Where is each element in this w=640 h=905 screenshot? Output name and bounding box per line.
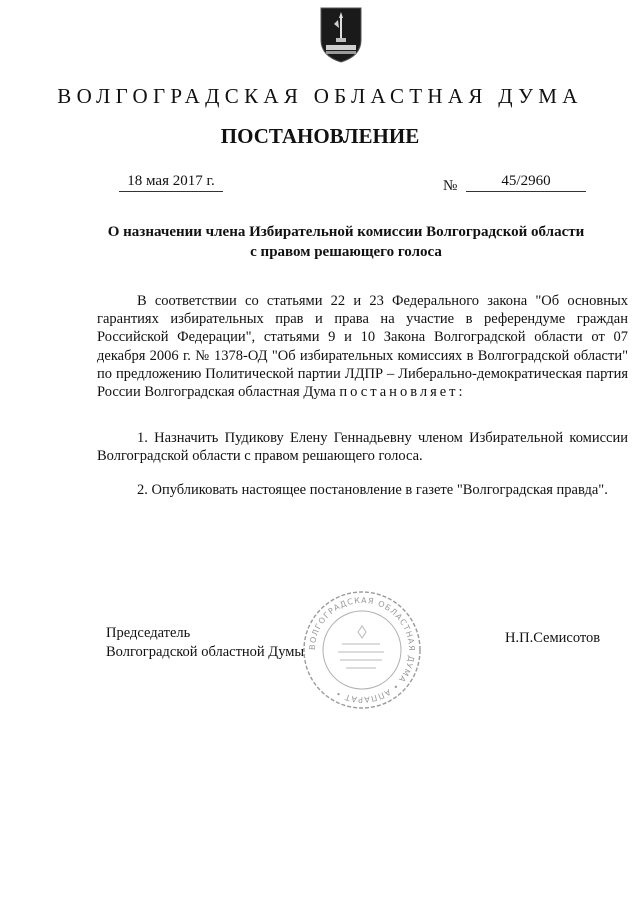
signatory-name: Н.П.Семисотов <box>505 630 601 646</box>
document-title: ПОСТАНОВЛЕНИЕ <box>220 124 420 148</box>
organization-name: ВОЛГОГРАДСКАЯ ОБЛАСТНАЯ ДУМА <box>57 84 583 108</box>
subject-line-1: О назначении члена Избирательной комиссии Волгоградской области <box>107 224 585 240</box>
svg-text:ВОЛГОГРАДСКАЯ ОБЛАСТНАЯ ДУМА • <box>308 596 416 704</box>
preamble-paragraph <box>97 292 628 401</box>
document-date: 18 мая 2017 г. <box>119 173 223 192</box>
preamble-text: В соответствии со статьями 22 и 23 Федерального закона "Об основных гарантиях избирательных прав и права на участие в референдуме граждан Российской Федерации", статьями 9 и 10 Закона Волгоградской области от 07 декабря 2006 г. № 1378-ОД "Об избирательных комиссиях в Волгоградской области" по предложению Политической партии ЛДПР – Либерально-демократическая партия России Волгоградская областная Дума <box>97 293 628 401</box>
coat-of-arms-icon <box>318 6 364 64</box>
document-number: 45/2960 <box>466 173 586 192</box>
seal-ring-text: ВОЛГОГРАДСКАЯ ОБЛАСТНАЯ ДУМА • АППАРАТ • <box>307 595 417 705</box>
official-seal-stamp <box>300 588 424 712</box>
number-sign: № <box>443 178 458 194</box>
subject-line-2: с правом решающего голоса <box>250 244 442 260</box>
document-subject <box>60 222 632 262</box>
position-line-2: Волгоградской областной Думы <box>106 644 305 660</box>
position-line-1: Председатель <box>106 625 191 641</box>
signatory-position <box>106 624 304 662</box>
decree-item-2: 2. Опубликовать настоящее постановление в газете "Волгоградская правда". <box>137 482 608 498</box>
decree-item-1: 1. Назначить Пудикову Елену Геннадьевну членом Избирательной комиссии Волгоградской области с правом решающего голоса. <box>97 430 628 465</box>
decree-word: постановляет: <box>339 384 466 401</box>
